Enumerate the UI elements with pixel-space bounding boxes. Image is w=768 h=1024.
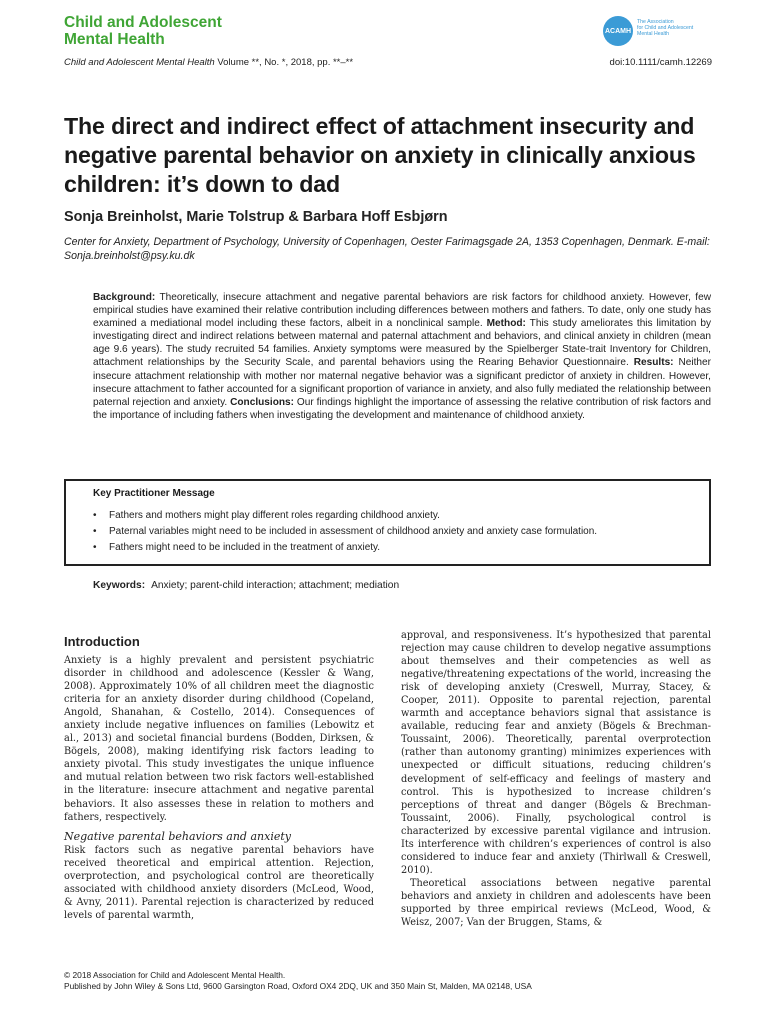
paragraph: Risk factors such as negative parental behaviors have received theoretical and empirical attention. Rejection, overprotection, and psychological control are theoretically associated with childhood anxiety disorders (McLeod, Wood, & Avny, 2011). Parental rejection is characterized by reduced levels of parental warmth,	[64, 844, 374, 921]
acamh-badge: ACAMH	[603, 16, 633, 46]
abstract-results-text: Neither insecure attachment relationship with mother nor maternal negative behavior was a significant predictor of anxiety in children. However, insecure attachment to father accounted for a significant proportion of variance in anxiety, and also fully mediated the relationship between paternal rejection and anxiety.	[93, 357, 712, 408]
kpm-item: • Fathers and mothers might play different roles regarding childhood anxiety.	[93, 510, 440, 521]
abstract-method-text: This study ameliorates this limitation by investigating direct and indirect relations between maternal and paternal attachment and behaviors, and clinical anxiety in children (mean age 9.6 years). The study recruited 54 families. Anxiety symptoms were measured by the Spielberger State-trait Inventory for Children, attachment relationships by the Security Scale, and parental behaviors using the Rearing Behavior Questionnaire.	[93, 318, 711, 369]
keywords	[93, 580, 399, 591]
running-head-journal: Child and Adolescent Mental Health	[64, 57, 215, 68]
journal-logo-line2: Mental Health	[64, 31, 165, 48]
kpm-item: • Paternal variables might need to be included in assessment of childhood anxiety and anxiety case formulation.	[93, 526, 597, 537]
footer-copyright: © 2018 Association for Child and Adolescent Mental Health.	[64, 970, 286, 980]
abstract-method-label: Method:	[486, 318, 526, 330]
journal-logo	[64, 14, 222, 48]
abstract-results-label: Results:	[633, 357, 674, 369]
paragraph: Theoretical associations between negative parental behaviors and anxiety in children and adolescents have been supported by three empirical reviews (McLeod, Wood, & Weisz, 2007; Van der Bruggen, Stams, &	[401, 877, 711, 929]
footer	[64, 970, 532, 993]
section-heading-introduction: Introduction	[64, 634, 140, 649]
key-practitioner-title: Key Practitioner Message	[93, 488, 215, 499]
keywords-label: Keywords:	[93, 580, 146, 591]
doi[interactable]: doi:10.1111/camh.12269	[609, 57, 712, 68]
acamh-tagline-2: for Child and Adolescent	[637, 25, 694, 32]
running-head	[64, 57, 353, 68]
abstract	[93, 291, 711, 422]
paragraph: Anxiety is a highly prevalent and persistent psychiatric disorder in childhood and adolescence (Kessler & Wang, 2008). Approximately 10% of all children meet the diagnostic criteria for an anxiety disorder during childhood (Copeland, Angold, Shanahan, & Costello, 2014). Consequences of anxiety include negative influences on families (Lebowitz et al., 2013) and societal financial burdens (Bodden, Dirksen, & Bögels, 2008), making identifying risk factors leading to anxiety pivotal. This study investigates the unique influence and mutual relation between two risk factors well-established in the literature: insecure attachment and negative parental behaviors. It also assesses these in relation to mothers and fathers, respectively.	[64, 655, 374, 823]
acamh-tagline-1: The Association	[637, 19, 674, 25]
kpm-item: • Fathers might need to be included in the treatment of anxiety.	[93, 542, 380, 553]
affiliation: Center for Anxiety, Department of Psychology, University of Copenhagen, Oester Farimagsgade 2A, 1353 Copenhagen, Denmark. E-mail: Sonja.breinholst@psy.ku.dk	[64, 236, 710, 262]
running-head-volume: Volume **, No. *, 2018, pp. **–**	[214, 57, 354, 68]
acamh-logo	[603, 14, 713, 50]
acamh-tagline-3: Mental Health	[637, 31, 670, 38]
authors: Sonja Breinholst, Marie Tolstrup & Barbara Hoff Esbjørn	[64, 209, 448, 225]
keywords-text: Anxiety; parent-child interaction; attachment; mediation	[151, 580, 400, 591]
right-column	[401, 629, 711, 929]
acamh-tagline	[637, 19, 713, 38]
paragraph: approval, and responsiveness. It’s hypothesized that parental rejection may cause children to develop negative assumptions about themselves and their competencies as well as negative/threatening expectations of the world, increasing the risk of developing anxiety (Creswell, Murray, Stacey, & Cooper, 2011). Opposite to parental rejection, parental warmth and acceptance behaviors signal that assistance is available, reducing fear and anxiety (Bögels & Brechman-Toussaint, 2006). Theoretically, parental overprotection (rather than autonomy granting) minimizes experiences with unexpected or difficult situations, reducing children’s development of self-efficacy and feelings of mastery and control. This is hypothesized to increase children’s perceptions of threat and danger (Bögels & Brechman-Toussaint, 2006). Finally, psychological control is characterized by excessive parental vigilance and intrusion. Its interference with children’s experiences of control is also considered to induce fear and anxiety (Thirlwall & Creswell, 2010).	[401, 630, 711, 876]
subsection-heading: Negative parental behaviors and anxiety	[64, 829, 291, 843]
abstract-background-label: Background:	[93, 292, 156, 303]
journal-logo-line1: Child and Adolescent	[64, 14, 222, 31]
left-column	[64, 654, 374, 922]
footer-publisher: Published by John Wiley & Sons Ltd, 9600 Garsington Road, Oxford OX4 2DQ, UK and 350 Main St, Malden, MA 02148, USA	[64, 981, 532, 992]
abstract-conclusions-text: Our findings highlight the importance of assessing the relative contribution of risk factors and the importance of including fathers when investigating the development and maintenance of childhood anxiety.	[93, 396, 711, 421]
abstract-background-text: Theoretically, insecure attachment and negative parental behaviors are risk factors for childhood anxiety. However, few empirical studies have examined their relative contribution including differences between mothers and fathers. To date, only one study has examined a mediational model including these factors, albeit in a nonclinical sample.	[93, 292, 711, 330]
abstract-conclusions-label: Conclusions:	[230, 396, 295, 408]
article-title: The direct and indirect effect of attachment insecurity and negative parental behavior on anxiety in clinically anxious children: it’s down to dad	[64, 113, 696, 197]
